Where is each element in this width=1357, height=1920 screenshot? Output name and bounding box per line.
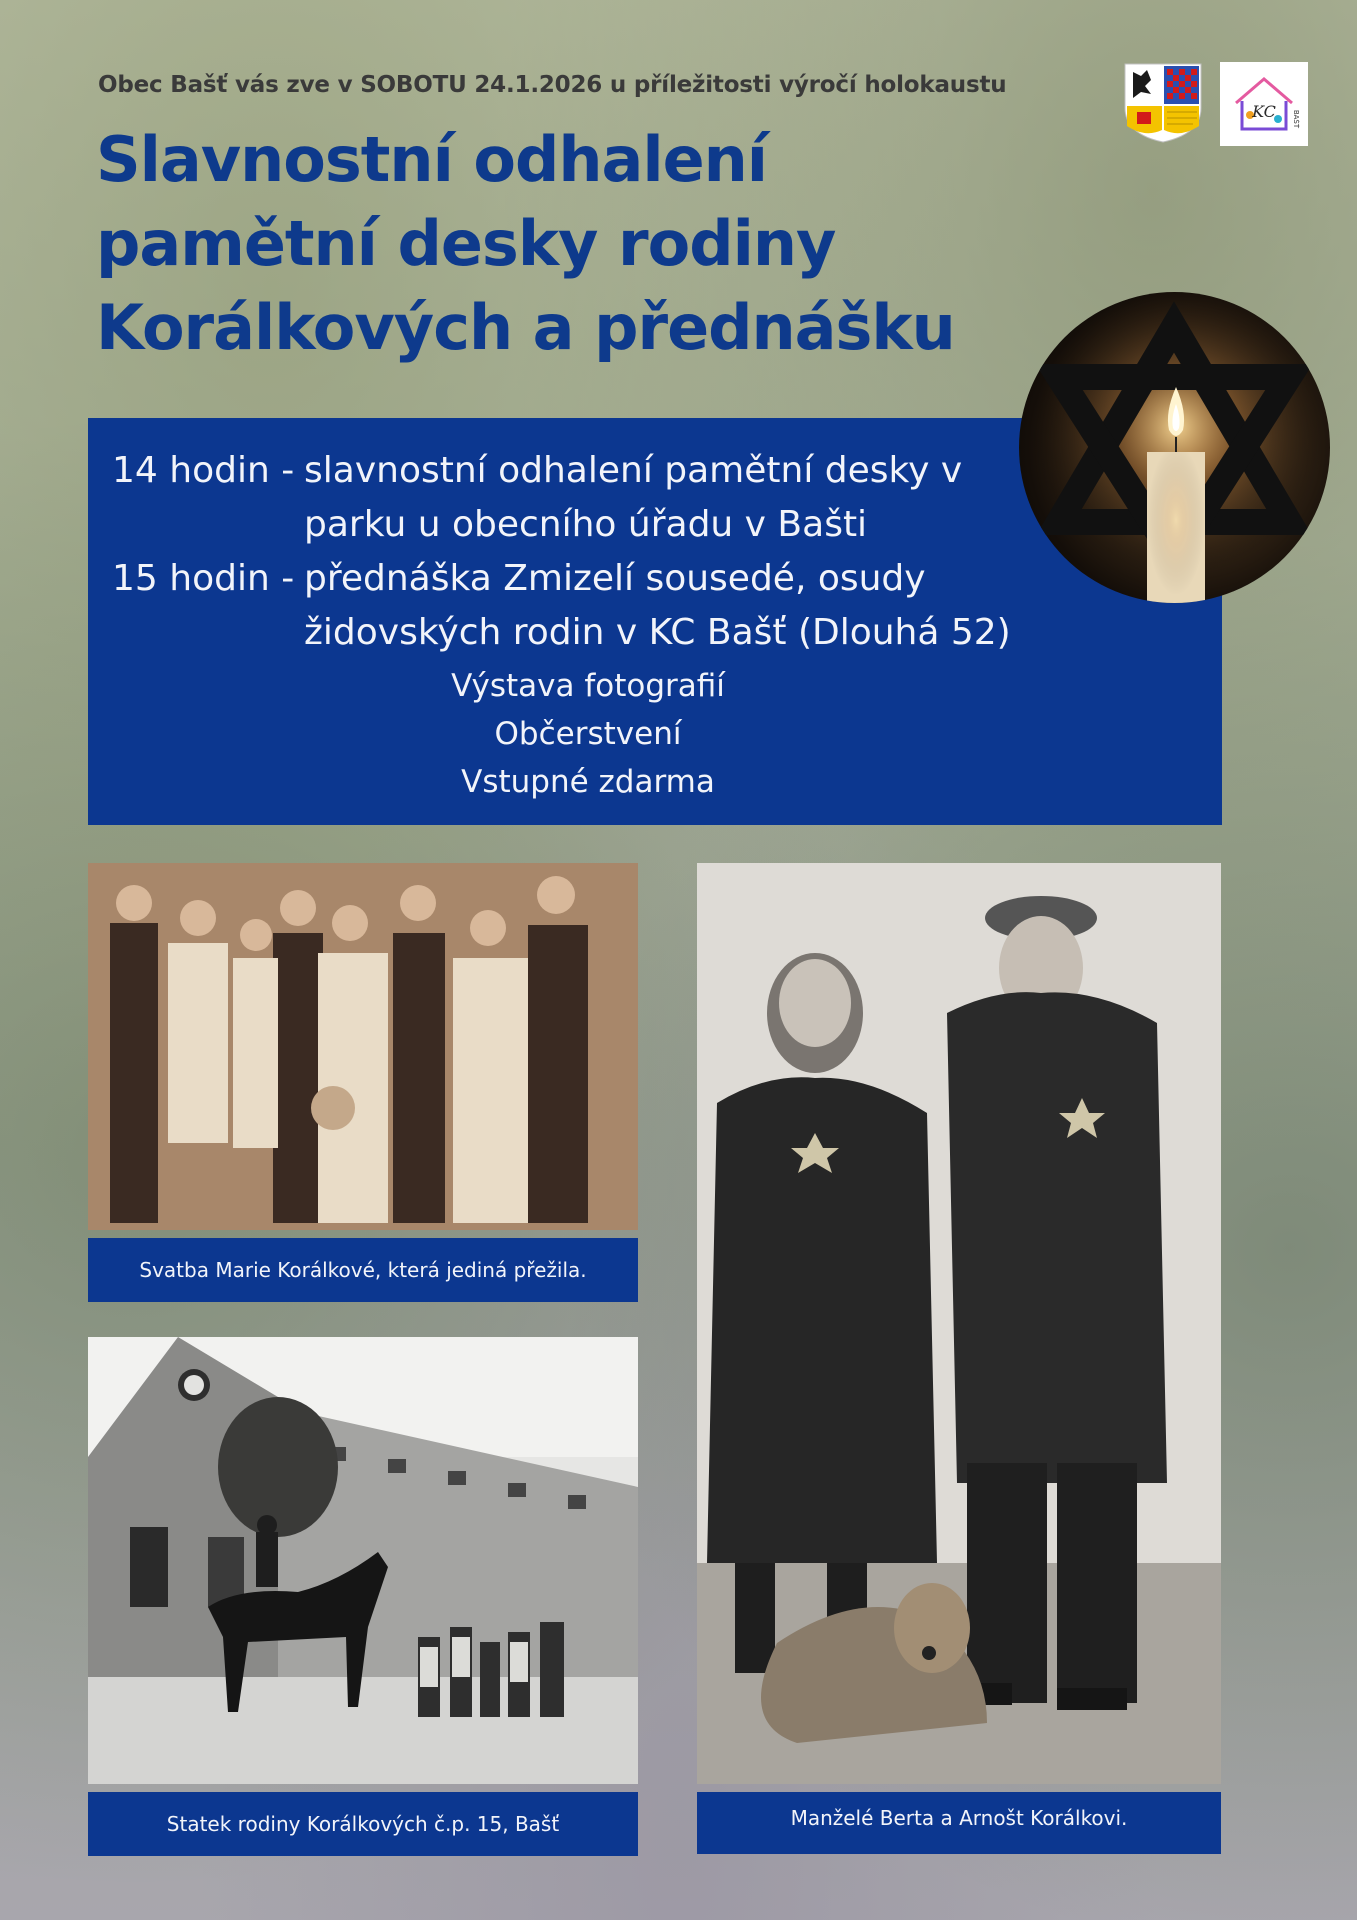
star-of-david-icon xyxy=(1019,292,1330,603)
coat-of-arms-logo xyxy=(1121,60,1205,144)
invitation-line: Obec Bašť vás zve v SOBOTU 24.1.2026 u příležitosti výročí holokaustu xyxy=(98,72,1007,98)
title-line-2: pamětní desky rodiny xyxy=(96,207,836,280)
schedule-text-2a: přednáška Zmizelí sousedé, osudy xyxy=(304,558,926,599)
schedule-item-2 xyxy=(112,552,926,606)
schedule-item-1 xyxy=(112,444,962,498)
schedule-time-1: 14 hodin - xyxy=(112,450,295,491)
farm-caption: Statek rodiny Korálkových č.p. 15, Bašť xyxy=(88,1792,638,1856)
wedding-photo xyxy=(88,863,638,1230)
title-line-1: Slavnostní odhalení xyxy=(96,123,768,196)
candle-star-image xyxy=(1019,292,1330,603)
title-line-3: Korálkových a přednášku xyxy=(96,291,955,364)
couple-caption: Manželé Berta a Arnošt Korálkovi. xyxy=(697,1792,1221,1854)
wedding-caption: Svatba Marie Korálkové, která jediná přežila. xyxy=(88,1238,638,1302)
poster-title xyxy=(96,118,1056,370)
kc-house-icon xyxy=(1228,69,1300,139)
schedule-text-2b: židovských rodin v KC Bašť (Dlouhá 52) xyxy=(304,612,1011,653)
free-entry-note: Vstupné zdarma xyxy=(461,764,715,800)
exhibition-note: Výstava fotografií xyxy=(451,668,725,704)
couple-photo xyxy=(697,863,1221,1784)
farm-photo xyxy=(88,1337,638,1784)
schedule-time-2: 15 hodin - xyxy=(112,558,295,599)
kc-bast-logo xyxy=(1220,62,1308,146)
kc-subtext: BAŠŤ xyxy=(1292,109,1300,129)
refreshments-note: Občerstvení xyxy=(494,716,682,752)
schedule-text-1b: parku u obecního úřadu v Bašti xyxy=(304,504,868,545)
schedule-text-1a: slavnostní odhalení pamětní desky v xyxy=(304,450,963,491)
kc-text: KC xyxy=(1252,102,1276,121)
